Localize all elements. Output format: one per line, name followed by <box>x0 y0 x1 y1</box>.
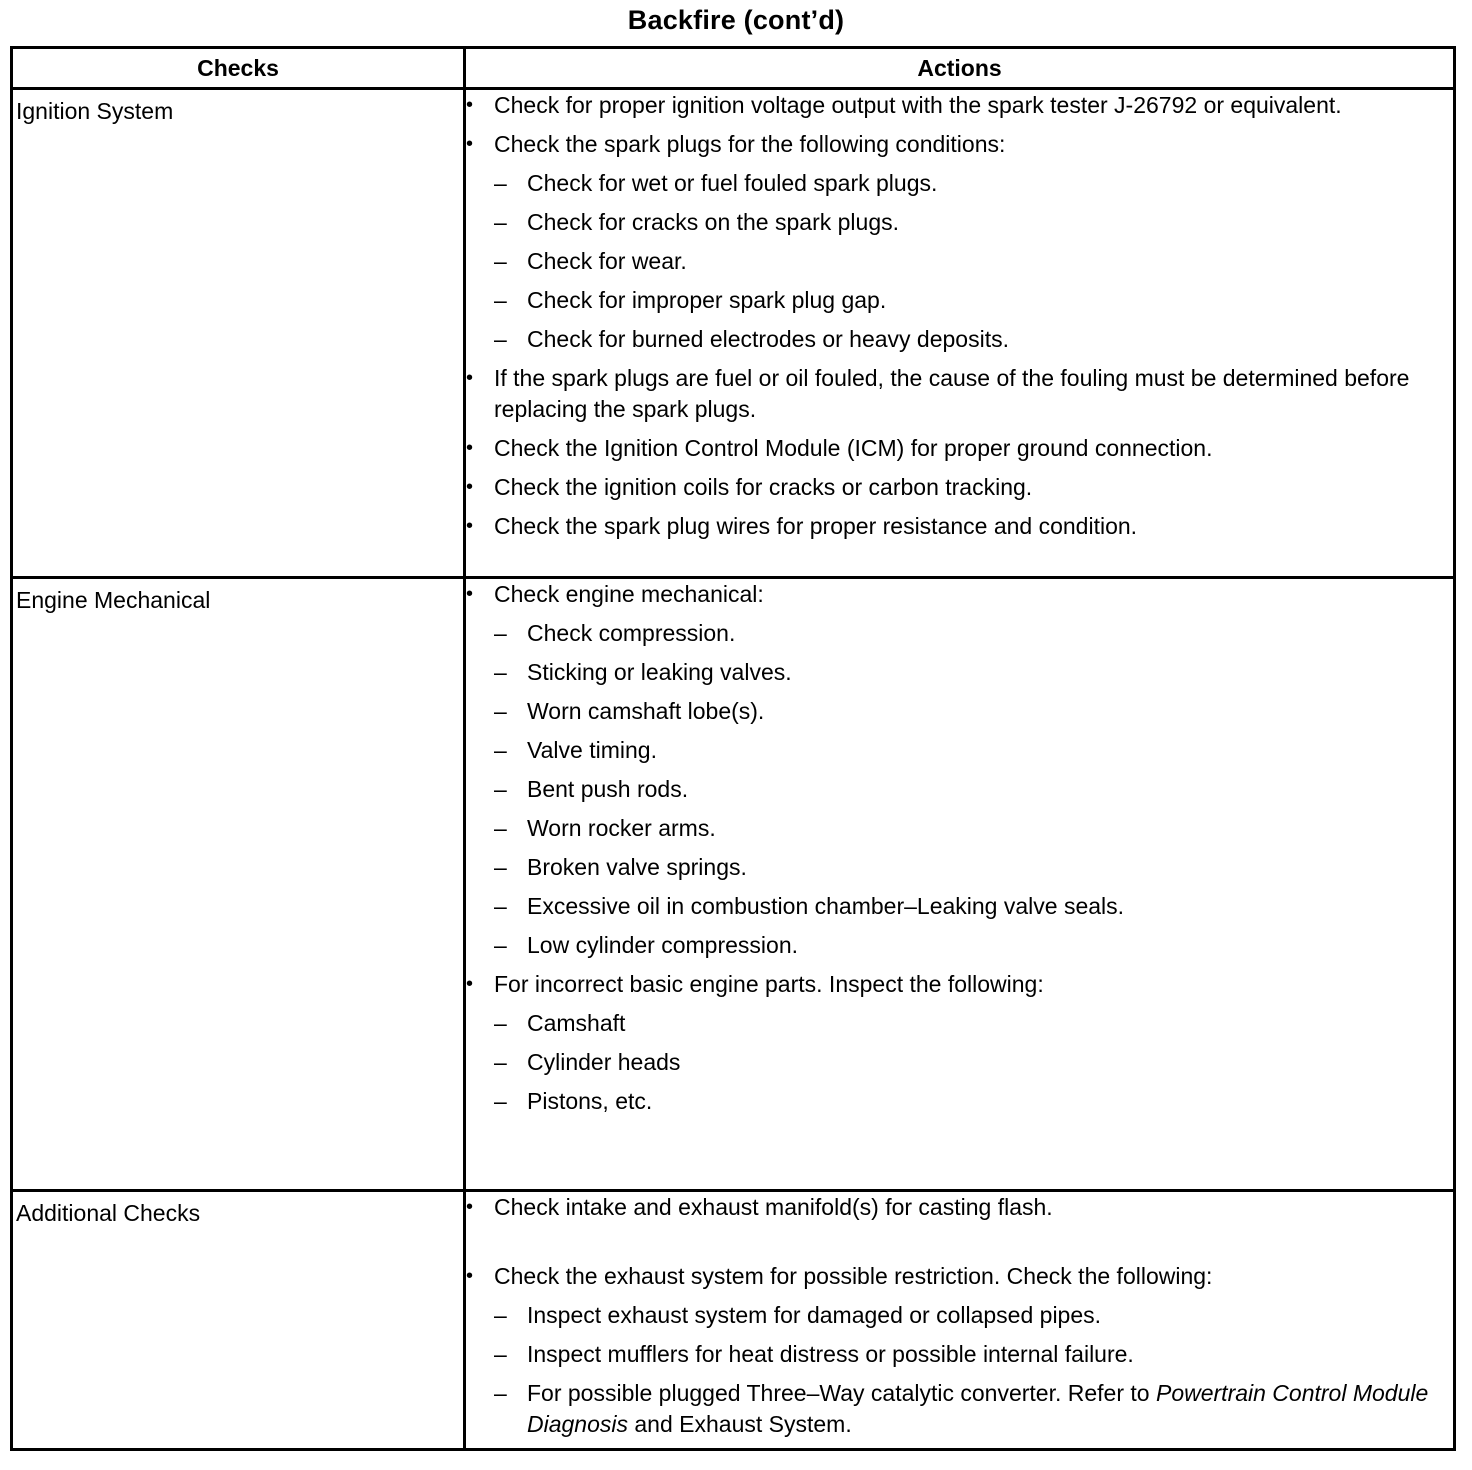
sub-item-text: Check for burned electrodes or heavy deposits. <box>527 326 1009 352</box>
sub-item <box>466 1047 1453 1078</box>
sub-item-text-prefix: For possible plugged Three–Way catalytic converter. Refer to <box>527 1380 1156 1406</box>
action-text: Check for proper ignition voltage output with the spark tester J-26792 or equivalent. <box>494 92 1342 118</box>
table-row <box>12 89 1455 578</box>
check-name: Engine Mechanical <box>16 587 211 613</box>
action-text: Check the ignition coils for cracks or carbon tracking. <box>494 474 1033 500</box>
sub-item-text-suffix: and Exhaust System. <box>628 1411 852 1437</box>
page-title: Backfire (cont’d) <box>627 5 845 35</box>
sub-item <box>466 207 1453 238</box>
sub-item <box>466 813 1453 844</box>
dash-icon: – <box>494 737 507 763</box>
sub-item <box>466 618 1453 649</box>
sub-item <box>466 285 1453 316</box>
sub-item <box>466 774 1453 805</box>
sub-item-text: Check compression. <box>527 620 736 646</box>
bullet-icon: • <box>466 94 474 116</box>
action-item <box>466 1261 1453 1292</box>
dash-icon: – <box>494 326 507 352</box>
sub-item <box>466 1086 1453 1117</box>
dash-icon: – <box>494 1302 507 1328</box>
bullet-icon: • <box>466 1196 474 1218</box>
action-text: For incorrect basic engine parts. Inspect the following: <box>494 971 1044 997</box>
dash-icon: – <box>494 893 507 919</box>
action-item <box>466 90 1453 121</box>
bullet-icon: • <box>466 583 474 605</box>
table-row <box>12 578 1455 1191</box>
sub-item-text: Camshaft <box>527 1010 626 1036</box>
sub-item-text: Excessive oil in combustion chamber–Leaking valve seals. <box>527 893 1125 919</box>
bullet-icon: • <box>466 1265 474 1287</box>
action-item <box>466 511 1453 542</box>
dash-icon: – <box>494 1010 507 1036</box>
action-text: Check engine mechanical: <box>494 581 764 607</box>
action-item <box>466 1192 1453 1223</box>
dash-icon: – <box>494 620 507 646</box>
sub-item-text: Check for wear. <box>527 248 687 274</box>
checks-cell <box>12 1191 465 1450</box>
checks-cell <box>12 89 465 578</box>
actions-cell <box>465 1191 1455 1450</box>
backfire-diagnosis-table <box>10 46 1456 1451</box>
action-item <box>466 969 1453 1000</box>
sub-item-text: Valve timing. <box>527 737 657 763</box>
sub-item-text: Check for wet or fuel fouled spark plugs. <box>527 170 938 196</box>
manual-reference-italic: Powertrain Control Module Diagnosis <box>527 1380 1429 1437</box>
dash-icon: – <box>494 815 507 841</box>
sub-item-text: Inspect exhaust system for damaged or collapsed pipes. <box>527 1302 1102 1328</box>
sub-item <box>466 930 1453 961</box>
sub-item <box>466 891 1453 922</box>
sub-item-text: Sticking or leaking valves. <box>527 659 792 685</box>
dash-icon: – <box>494 932 507 958</box>
checks-column-header: Checks <box>12 48 465 89</box>
check-name: Additional Checks <box>16 1200 201 1226</box>
sub-item-text: Broken valve springs. <box>527 854 747 880</box>
action-item <box>466 433 1453 464</box>
dash-icon: – <box>494 170 507 196</box>
sub-item <box>466 852 1453 883</box>
sub-item <box>466 1339 1453 1370</box>
table-header-row <box>12 48 1455 89</box>
action-text: Check the exhaust system for possible restriction. Check the following: <box>494 1263 1213 1289</box>
actions-cell <box>465 578 1455 1191</box>
sub-item <box>466 657 1453 688</box>
sub-item-text: Check for improper spark plug gap. <box>527 287 887 313</box>
dash-icon: – <box>494 248 507 274</box>
sub-item-text: Low cylinder compression. <box>527 932 799 958</box>
checks-cell <box>12 578 465 1191</box>
action-text: If the spark plugs are fuel or oil fouled, the cause of the fouling must be determined before replacing the spark plugs. <box>494 365 1410 422</box>
dash-icon: – <box>494 698 507 724</box>
sub-item <box>466 1378 1453 1440</box>
dash-icon: – <box>494 1380 507 1406</box>
dash-icon: – <box>494 1049 507 1075</box>
dash-icon: – <box>494 287 507 313</box>
sub-item <box>466 735 1453 766</box>
action-item <box>466 472 1453 503</box>
check-name: Ignition System <box>16 98 174 124</box>
bullet-icon: • <box>466 515 474 537</box>
bullet-icon: • <box>466 367 474 389</box>
sub-item <box>466 696 1453 727</box>
sub-item-text: Inspect mufflers for heat distress or possible internal failure. <box>527 1341 1134 1367</box>
sub-item <box>466 1300 1453 1331</box>
sub-item-text: Bent push rods. <box>527 776 689 802</box>
bullet-icon: • <box>466 973 474 995</box>
dash-icon: – <box>494 776 507 802</box>
action-text: Check the Ignition Control Module (ICM) for proper ground connection. <box>494 435 1213 461</box>
action-item <box>466 363 1453 425</box>
action-item <box>466 579 1453 610</box>
dash-icon: – <box>494 1341 507 1367</box>
bullet-icon: • <box>466 133 474 155</box>
sub-item-text: Pistons, etc. <box>527 1088 653 1114</box>
sub-item-text: Worn rocker arms. <box>527 815 716 841</box>
sub-item <box>466 324 1453 355</box>
sub-item <box>466 1008 1453 1039</box>
actions-column-header: Actions <box>465 48 1455 89</box>
action-item <box>466 129 1453 160</box>
action-text: Check the spark plugs for the following conditions: <box>494 131 1006 157</box>
bullet-icon: • <box>466 437 474 459</box>
sub-item <box>466 168 1453 199</box>
bullet-icon: • <box>466 476 474 498</box>
dash-icon: – <box>494 854 507 880</box>
dash-icon: – <box>494 209 507 235</box>
action-text: Check the spark plug wires for proper resistance and condition. <box>494 513 1138 539</box>
actions-cell <box>465 89 1455 578</box>
sub-item-text: Worn camshaft lobe(s). <box>527 698 765 724</box>
action-text: Check intake and exhaust manifold(s) for casting flash. <box>494 1194 1053 1220</box>
sub-item-text: Check for cracks on the spark plugs. <box>527 209 899 235</box>
table-row <box>12 1191 1455 1450</box>
sub-item <box>466 246 1453 277</box>
sub-item-text: Cylinder heads <box>527 1049 681 1075</box>
dash-icon: – <box>494 1088 507 1114</box>
dash-icon: – <box>494 659 507 685</box>
